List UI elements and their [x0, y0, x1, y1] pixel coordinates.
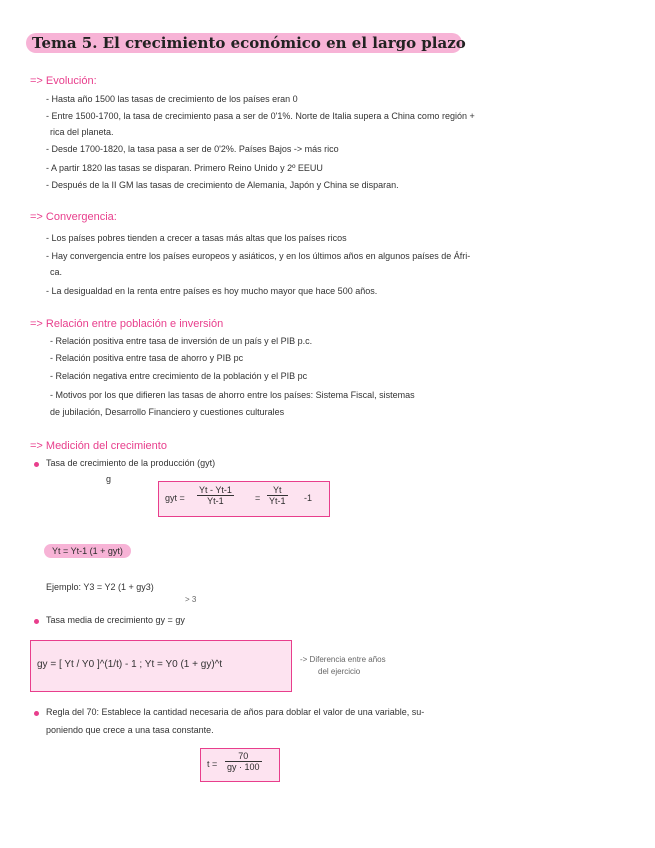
- formula-box-3: [200, 748, 280, 782]
- formula2-text: gy = [ Yt / Y0 ]^(1/t) - 1 ; Yt = Y0 (1 + gy)^t: [37, 659, 223, 670]
- formula2-note-1: -> Diferencia entre años: [300, 655, 386, 664]
- ejemplo-sub: > 3: [185, 595, 197, 604]
- highlight-pill: Yt = Yt-1 (1 + gyt): [44, 544, 131, 558]
- formula-box-2: [30, 640, 292, 692]
- regla-line-2: poniendo que crece a una tasa constante.: [46, 725, 214, 735]
- list-item: - Después de la II GM las tasas de crecimiento de Alemania, Japón y China se disparan.: [46, 180, 399, 190]
- g-label: g: [106, 474, 112, 484]
- formula1-num2: Yt: [267, 485, 288, 496]
- formula3-lhs: t =: [207, 759, 218, 769]
- formula1-lhs: gyt =: [165, 493, 185, 503]
- formula3-num: 70: [225, 751, 262, 762]
- formula1-eq: =: [255, 493, 261, 503]
- list-item: - La desigualdad en la renta entre países es hoy mucho mayor que hace 500 años.: [46, 286, 378, 296]
- list-item: - Los países pobres tienden a crecer a tasas más altas que los países ricos: [46, 233, 347, 243]
- list-item: de jubilación, Desarrollo Financiero y cuestiones culturales: [50, 407, 285, 417]
- formula3-frac: [225, 751, 262, 772]
- formula-box-1: [158, 481, 330, 517]
- list-item: - Motivos por los que difieren las tasas de ahorro entre los países: Sistema Fiscal, sistemas: [50, 390, 415, 400]
- bullet-dot-icon: [34, 462, 39, 467]
- ejemplo-line: Ejemplo: Y3 = Y2 (1 + gy3): [46, 582, 154, 592]
- list-item: - Relación negativa entre crecimiento de la población y el PIB pc: [50, 371, 308, 381]
- regla-line: Regla del 70: Establece la cantidad necesaria de años para doblar el valor de una variable, su-: [46, 707, 425, 717]
- bullet-dot-icon: [34, 619, 39, 624]
- list-item: - Hasta año 1500 las tasas de crecimiento de los países eran 0: [46, 94, 298, 104]
- page-title: Tema 5. El crecimiento económico en el largo plazo: [26, 33, 462, 53]
- tasa-crecimiento-label: Tasa de crecimiento de la producción (gyt): [46, 458, 216, 468]
- formula3-den: gy · 100: [227, 762, 260, 772]
- tasa-media-label: Tasa media de crecimiento gy = gy: [46, 615, 185, 625]
- list-item: - Desde 1700-1820, la tasa pasa a ser de 0'2%. Países Bajos -> más rico: [46, 144, 339, 154]
- section-heading-convergencia: => Convergencia:: [30, 211, 117, 223]
- formula2-note-2: del ejercicio: [318, 667, 361, 676]
- bullet-dot-icon: [34, 711, 39, 716]
- formula1-num: Yt - Yt-1: [199, 485, 232, 495]
- formula1-den2: Yt-1: [269, 496, 286, 506]
- list-item: - Entre 1500-1700, la tasa de crecimiento pasa a ser de 0'1%. Norte de Italia supera a China como región +: [46, 111, 475, 121]
- list-item: - Relación positiva entre tasa de inversión de un país y el PIB p.c.: [50, 336, 313, 346]
- formula1-tail: -1: [304, 493, 313, 503]
- formula1-frac1: [197, 485, 234, 506]
- list-item: - Hay convergencia entre los países europeos y asiáticos, y en los últimos años en algunos países de Áfri-: [46, 251, 471, 261]
- section-heading-evolucion: => Evolución:: [30, 75, 97, 87]
- section-heading-relacion: => Relación entre población e inversión: [30, 318, 224, 330]
- list-item: ca.: [50, 267, 63, 277]
- list-item: - A partir 1820 las tasas se disparan. Primero Reino Unido y 2º EEUU: [46, 163, 323, 173]
- formula1-frac2: [267, 485, 288, 506]
- list-item: rica del planeta.: [50, 127, 114, 137]
- section-heading-medicion: => Medición del crecimiento: [30, 440, 167, 452]
- formula1-den: Yt-1: [207, 496, 224, 506]
- list-item: - Relación positiva entre tasa de ahorro y PIB pc: [50, 353, 244, 363]
